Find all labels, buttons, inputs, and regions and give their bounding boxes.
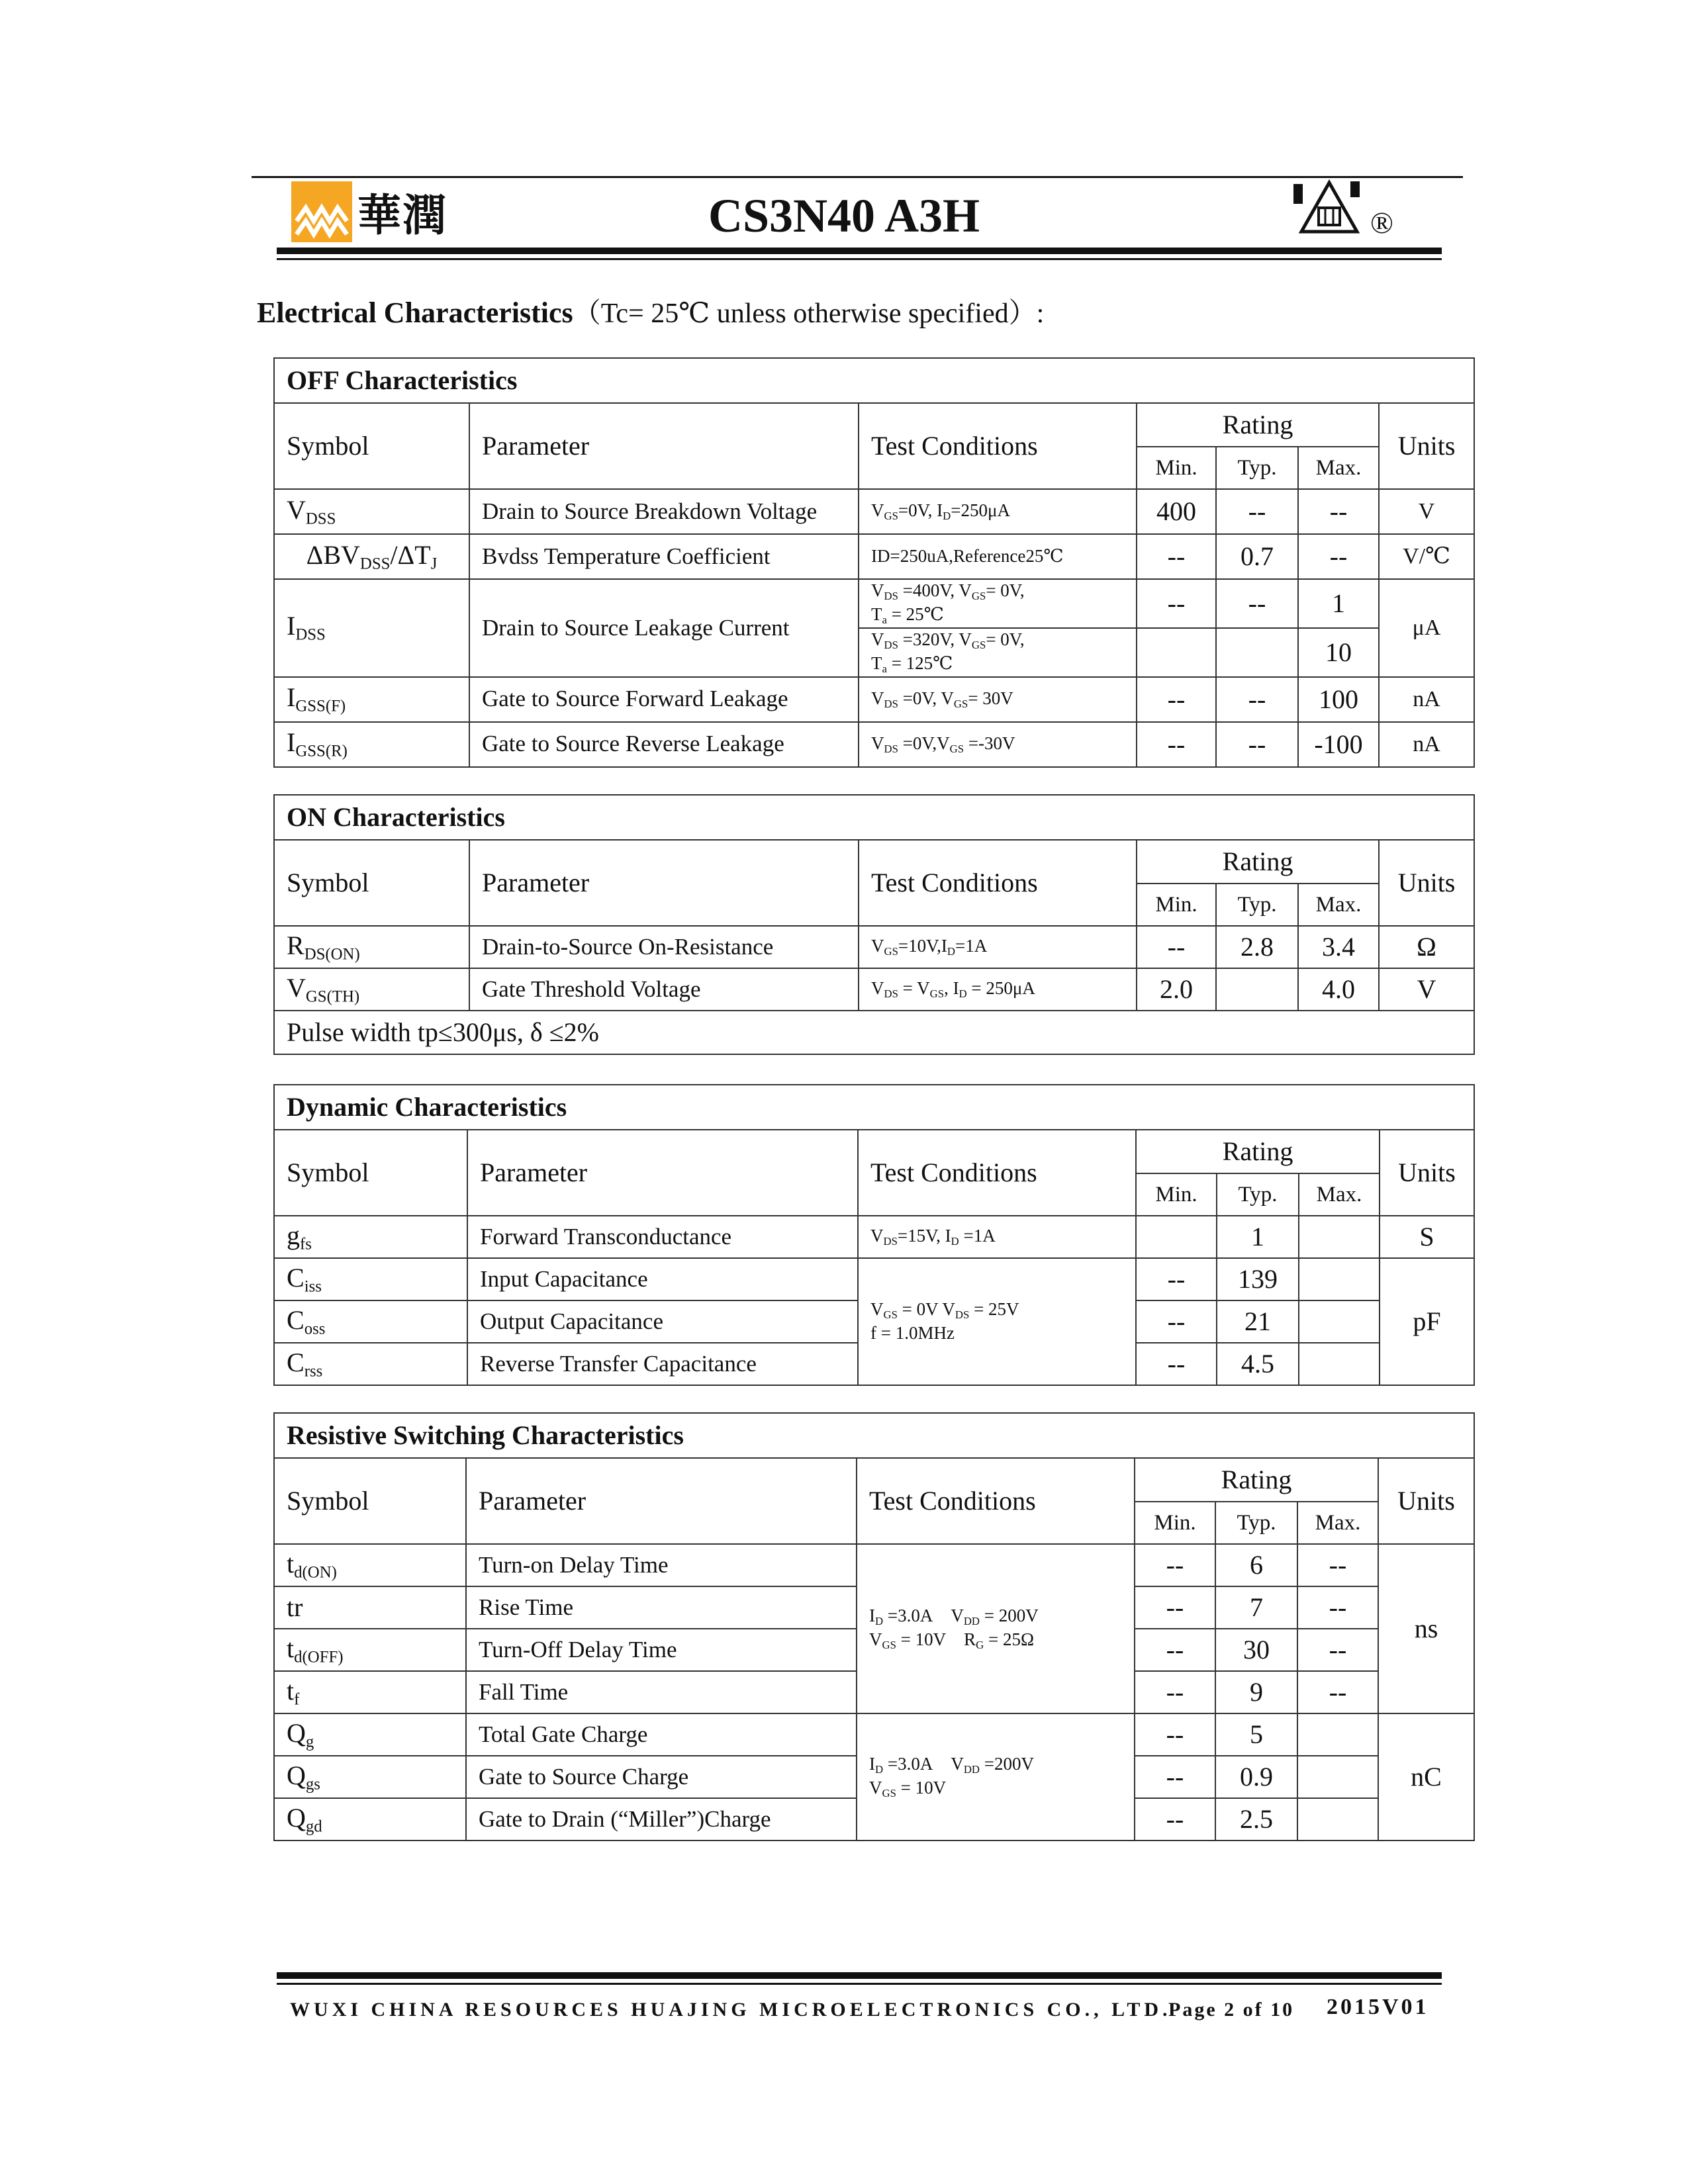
condition-cell: $I_D =3.0A$ $V_{DD} =200V$ $V_{GS} = 10V$ (857, 1713, 1135, 1841)
parameter-cell: Bvdss Temperature Coefficient (469, 534, 859, 579)
unit-cell: nA (1379, 677, 1474, 722)
pulse-note: Pulse width tp≤300μs, δ ≤2% (274, 1011, 1474, 1054)
max-cell (1297, 1798, 1378, 1841)
symbol-cell: $t_{d(ON)}$ (274, 1544, 466, 1586)
section-heading-bold: Electrical Characteristics (257, 296, 573, 329)
table-row (274, 1544, 1474, 1586)
page-title: CS3N40 A3H (708, 189, 980, 242)
parameter-cell: Input Capacitance (467, 1258, 858, 1300)
unit-cell: ns (1378, 1544, 1474, 1713)
footer-company: WUXI CHINA RESOURCES HUAJING MICROELECTRONICS CO., LTD. (290, 1999, 1172, 2021)
parameter-cell: Output Capacitance (467, 1300, 858, 1343)
col-header-min: Min. (1135, 1502, 1215, 1544)
col-header-typ: Typ. (1215, 1502, 1297, 1544)
min-cell: -- (1135, 1544, 1215, 1586)
typ-cell: 5 (1215, 1713, 1297, 1756)
col-header-min: Min. (1136, 1173, 1217, 1216)
col-header-symbol: Symbol (274, 840, 469, 926)
typ-cell (1216, 628, 1298, 677)
parameter-cell: Turn-Off Delay Time (466, 1629, 857, 1671)
col-header-typ: Typ. (1216, 447, 1298, 489)
col-header-symbol: Symbol (274, 1130, 467, 1216)
condition-cell: $V_{GS} = 0V$ $V_{DS} = 25V$ f = 1.0MHz (858, 1258, 1136, 1385)
min-cell: 400 (1137, 489, 1216, 534)
max-cell (1299, 1216, 1380, 1258)
typ-cell: 21 (1217, 1300, 1299, 1343)
max-cell: -- (1297, 1586, 1378, 1629)
min-cell: -- (1137, 677, 1216, 722)
table-row (274, 677, 1474, 722)
min-cell: -- (1136, 1343, 1217, 1385)
footer-page: Page 2 of 10 (1168, 1999, 1295, 2021)
condition-cell: $V_{DS} = V_{GS}$, $I_D = 250\mu A$ (859, 968, 1137, 1011)
unit-cell: S (1380, 1216, 1474, 1258)
table-row (274, 534, 1474, 579)
switching-table-title: Resistive Switching Characteristics (274, 1413, 1474, 1458)
off-table-title: OFF Characteristics (274, 358, 1474, 403)
max-cell: 3.4 (1298, 926, 1379, 968)
symbol-cell: $\Delta BV_{DSS}/\Delta T_J$ (274, 534, 469, 579)
parameter-cell: Gate to Drain (“Miller”)Charge (466, 1798, 857, 1841)
max-cell: -- (1297, 1544, 1378, 1586)
col-header-parameter: Parameter (467, 1130, 858, 1216)
max-cell (1299, 1300, 1380, 1343)
off-characteristics-table (273, 357, 1475, 768)
col-header-test-conditions: Test Conditions (858, 1130, 1136, 1216)
typ-cell: 0.9 (1215, 1756, 1297, 1798)
col-header-units: Units (1380, 1130, 1474, 1216)
col-header-symbol: Symbol (274, 403, 469, 489)
typ-cell: -- (1216, 579, 1298, 628)
table-row (274, 1713, 1474, 1756)
min-cell: -- (1135, 1756, 1215, 1798)
parameter-cell: Gate to Source Reverse Leakage (469, 722, 859, 767)
min-cell: -- (1135, 1586, 1215, 1629)
section-heading (257, 291, 1044, 331)
max-cell: -- (1298, 534, 1379, 579)
unit-cell: μA (1379, 579, 1474, 677)
max-cell (1297, 1756, 1378, 1798)
col-header-units: Units (1379, 403, 1474, 489)
header-thick-rule (277, 248, 1442, 254)
col-header-rating: Rating (1137, 403, 1379, 447)
parameter-cell: Total Gate Charge (466, 1713, 857, 1756)
col-header-max: Max. (1299, 1173, 1380, 1216)
col-header-parameter: Parameter (466, 1458, 857, 1544)
symbol-cell: tr (274, 1586, 466, 1629)
min-cell: -- (1137, 926, 1216, 968)
parameter-cell: Gate to Source Forward Leakage (469, 677, 859, 722)
min-cell: -- (1135, 1671, 1215, 1713)
symbol-cell: $Q_{gs}$ (274, 1756, 466, 1798)
typ-cell: 139 (1217, 1258, 1299, 1300)
min-cell: -- (1137, 534, 1216, 579)
max-cell (1299, 1258, 1380, 1300)
col-header-rating: Rating (1136, 1130, 1380, 1173)
unit-cell: nC (1378, 1713, 1474, 1841)
col-header-typ: Typ. (1217, 1173, 1299, 1216)
col-header-test-conditions: Test Conditions (859, 840, 1137, 926)
on-table-title: ON Characteristics (274, 795, 1474, 840)
symbol-cell: $C_{iss}$ (274, 1258, 467, 1300)
max-cell: -- (1297, 1671, 1378, 1713)
min-cell (1137, 628, 1216, 677)
col-header-rating: Rating (1135, 1458, 1378, 1502)
col-header-min: Min. (1137, 884, 1216, 926)
table-row (274, 1216, 1474, 1258)
symbol-cell: $Q_{gd}$ (274, 1798, 466, 1841)
min-cell: -- (1135, 1798, 1215, 1841)
symbol-cell: $C_{oss}$ (274, 1300, 467, 1343)
typ-cell: 30 (1215, 1629, 1297, 1671)
min-cell: -- (1137, 722, 1216, 767)
footer-thick-rule (277, 1972, 1442, 1979)
parameter-cell: Forward Transconductance (467, 1216, 858, 1258)
company-logo-icon (291, 181, 352, 242)
condition-cell: $V_{DS} =0V,V_{GS} =-30V$ (859, 722, 1137, 767)
unit-cell: V (1379, 968, 1474, 1011)
col-header-units: Units (1379, 840, 1474, 926)
min-cell: 2.0 (1137, 968, 1216, 1011)
table-row (274, 722, 1474, 767)
on-characteristics-table (273, 794, 1475, 1055)
condition-cell: ID=250uA,Reference25℃ (859, 534, 1137, 579)
max-cell: 4.0 (1298, 968, 1379, 1011)
condition-cell: $V_{DS} =320V$, $V_{GS}= 0V$, $T_a$ = 125℃ (859, 628, 1137, 677)
unit-cell: V/℃ (1379, 534, 1474, 579)
table-row (274, 489, 1474, 534)
col-header-test-conditions: Test Conditions (859, 403, 1137, 489)
min-cell: -- (1137, 579, 1216, 628)
parameter-cell: Turn-on Delay Time (466, 1544, 857, 1586)
symbol-cell: $I_{DSS}$ (274, 579, 469, 677)
symbol-cell: $Q_g$ (274, 1713, 466, 1756)
typ-cell: 2.5 (1215, 1798, 1297, 1841)
table-row (274, 579, 1474, 628)
unit-cell: nA (1379, 722, 1474, 767)
parameter-cell: Drain-to-Source On-Resistance (469, 926, 859, 968)
parameter-cell: Reverse Transfer Capacitance (467, 1343, 858, 1385)
typ-cell: 0.7 (1216, 534, 1298, 579)
typ-cell: -- (1216, 722, 1298, 767)
typ-cell (1216, 968, 1298, 1011)
max-cell: -- (1297, 1629, 1378, 1671)
parameter-cell: Gate Threshold Voltage (469, 968, 859, 1011)
symbol-cell: $C_{rss}$ (274, 1343, 467, 1385)
unit-cell: Ω (1379, 926, 1474, 968)
col-header-max: Max. (1298, 447, 1379, 489)
typ-cell: -- (1216, 677, 1298, 722)
max-cell: -- (1298, 489, 1379, 534)
symbol-cell: $t_{d(OFF)}$ (274, 1629, 466, 1671)
typ-cell: 4.5 (1217, 1343, 1299, 1385)
section-heading-note: （Tc= 25℃ unless otherwise specified）: (573, 298, 1045, 329)
condition-cell: $V_{GS}=0V$, $I_D=250\mu A$ (859, 489, 1137, 534)
min-cell: -- (1135, 1713, 1215, 1756)
typ-cell: 2.8 (1216, 926, 1298, 968)
col-header-max: Max. (1298, 884, 1379, 926)
max-cell: 100 (1298, 677, 1379, 722)
table-row (274, 926, 1474, 968)
condition-cell: $I_D =3.0A$ $V_{DD} = 200V$ $V_{GS} = 10V$ $R_G = 25\Omega$ (857, 1544, 1135, 1713)
typ-cell: 7 (1215, 1586, 1297, 1629)
condition-cell: $V_{DS}=15V$, $I_D =1A$ (858, 1216, 1136, 1258)
max-cell (1299, 1343, 1380, 1385)
parameter-cell: Gate to Source Charge (466, 1756, 857, 1798)
switching-characteristics-table (273, 1412, 1475, 1841)
col-header-typ: Typ. (1216, 884, 1298, 926)
parameter-cell: Fall Time (466, 1671, 857, 1713)
dynamic-table-title: Dynamic Characteristics (274, 1085, 1474, 1130)
symbol-cell: $V_{GS(TH)}$ (274, 968, 469, 1011)
col-header-rating: Rating (1137, 840, 1379, 884)
max-cell: -100 (1298, 722, 1379, 767)
col-header-test-conditions: Test Conditions (857, 1458, 1135, 1544)
symbol-cell: $g_{fs}$ (274, 1216, 467, 1258)
cap-cond-line2: f = 1.0MHz (870, 1323, 955, 1343)
parameter-cell: Drain to Source Leakage Current (469, 579, 859, 677)
typ-cell: -- (1216, 489, 1298, 534)
symbol-cell: $I_{GSS(F)}$ (274, 677, 469, 722)
typ-cell: 1 (1217, 1216, 1299, 1258)
header-thin-rule (277, 258, 1442, 260)
symbol-cell: $R_{DS(ON)}$ (274, 926, 469, 968)
condition-cell: $V_{DS} =0V$, $V_{GS}= 30V$ (859, 677, 1137, 722)
symbol-cell: $V_{DSS}$ (274, 489, 469, 534)
min-cell: -- (1136, 1258, 1217, 1300)
header-top-rule (252, 176, 1463, 178)
max-cell: 10 (1298, 628, 1379, 677)
footer-thin-rule (277, 1983, 1442, 1985)
col-header-max: Max. (1297, 1502, 1378, 1544)
condition-cell: $V_{DS} =400V$, $V_{GS}= 0V$, $T_a$ = 25℃ (859, 579, 1137, 628)
max-cell: 1 (1298, 579, 1379, 628)
company-logo-text: 華潤 (357, 189, 447, 241)
table-row (274, 968, 1474, 1011)
col-header-units: Units (1378, 1458, 1474, 1544)
symbol-cell: $t_f$ (274, 1671, 466, 1713)
col-header-symbol: Symbol (274, 1458, 466, 1544)
unit-cell: pF (1380, 1258, 1474, 1385)
symbol-cell: $I_{GSS(R)}$ (274, 722, 469, 767)
min-cell: -- (1136, 1300, 1217, 1343)
parameter-cell: Drain to Source Breakdown Voltage (469, 489, 859, 534)
footer-version: 2015V01 (1327, 1995, 1429, 2019)
min-cell: -- (1135, 1629, 1215, 1671)
condition-cell: $V_{GS}=10V,I_D=1A$ (859, 926, 1137, 968)
col-header-parameter: Parameter (469, 403, 859, 489)
max-cell (1297, 1713, 1378, 1756)
col-header-min: Min. (1137, 447, 1216, 489)
col-header-parameter: Parameter (469, 840, 859, 926)
typ-cell: 6 (1215, 1544, 1297, 1586)
dynamic-characteristics-table (273, 1084, 1475, 1386)
unit-cell: V (1379, 489, 1474, 534)
parameter-cell: Rise Time (466, 1586, 857, 1629)
registered-mark: ® (1370, 206, 1393, 240)
table-row (274, 1258, 1474, 1300)
min-cell (1136, 1216, 1217, 1258)
typ-cell: 9 (1215, 1671, 1297, 1713)
brand-mark-icon (1291, 179, 1364, 238)
